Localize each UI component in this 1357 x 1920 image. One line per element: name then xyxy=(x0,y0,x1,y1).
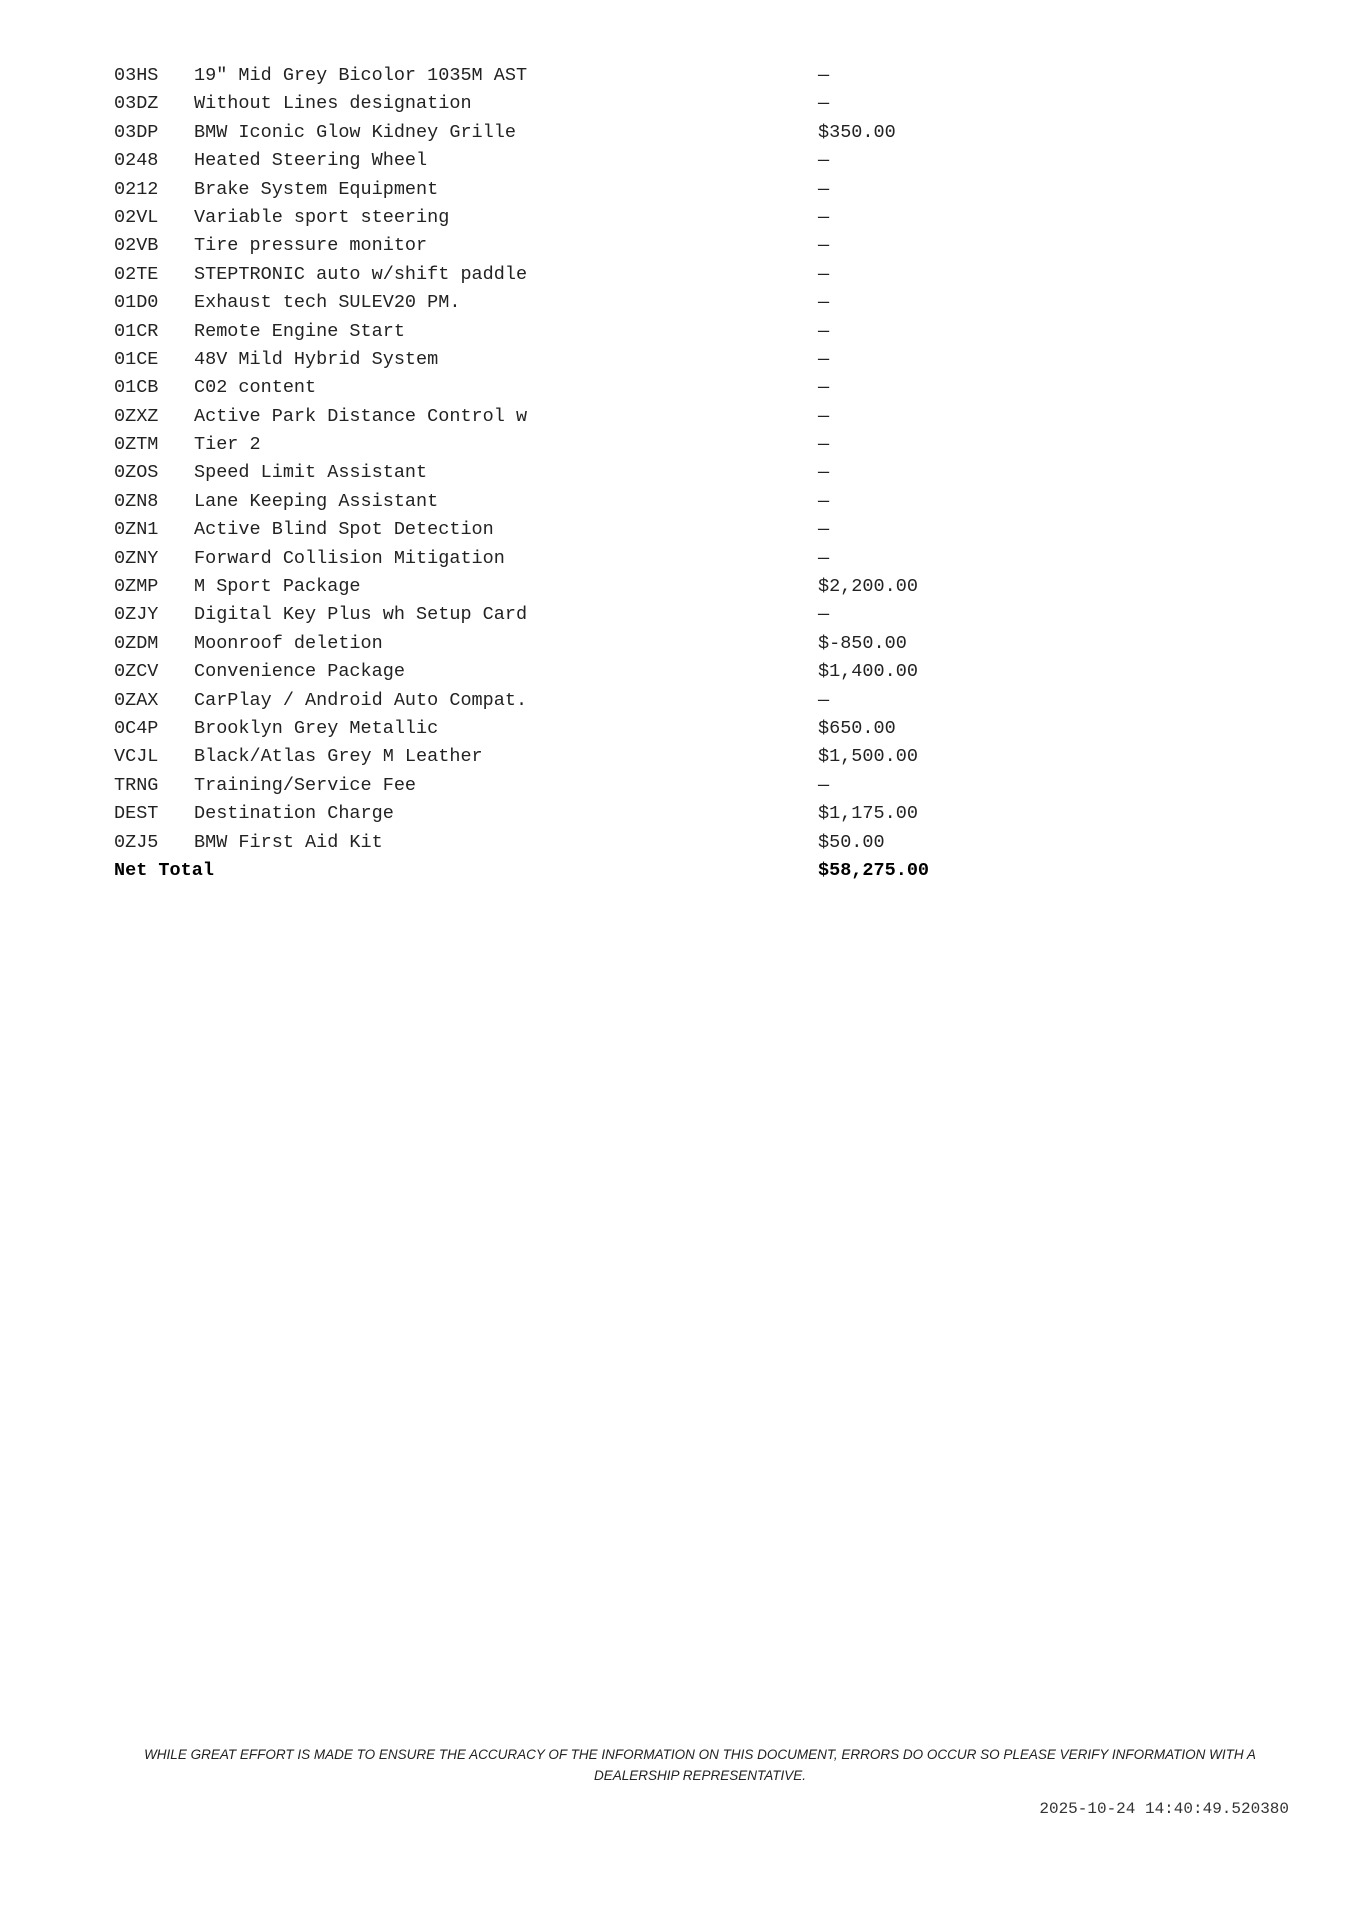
option-row xyxy=(114,630,1014,658)
option-description: Heated Steering Wheel xyxy=(194,150,428,172)
option-description: C02 content xyxy=(194,377,317,399)
option-code: VCJL xyxy=(114,746,159,768)
option-description: Black/Atlas Grey M Leather xyxy=(194,746,483,768)
option-description: Digital Key Plus wh Setup Card xyxy=(194,604,528,626)
option-price: $650.00 xyxy=(818,717,896,739)
option-description: Speed Limit Assistant xyxy=(194,462,428,484)
option-price: — xyxy=(818,377,830,399)
option-row xyxy=(114,232,1014,260)
option-row xyxy=(114,715,1014,743)
option-code: 02VB xyxy=(114,235,159,257)
option-code: 0C4P xyxy=(114,717,159,739)
option-row xyxy=(114,573,1014,601)
print-timestamp: 2025-10-24 14:40:49.520380 xyxy=(1039,1800,1289,1818)
option-price: — xyxy=(818,320,830,342)
option-code: 0ZNY xyxy=(114,547,159,569)
option-description: BMW Iconic Glow Kidney Grille xyxy=(194,121,516,143)
option-price: — xyxy=(818,547,830,569)
option-description: Brake System Equipment xyxy=(194,178,439,200)
option-code: 0ZCV xyxy=(114,661,159,683)
option-description: 48V Mild Hybrid System xyxy=(194,348,439,370)
option-row xyxy=(114,261,1014,289)
option-price: — xyxy=(818,235,830,257)
option-price: $-850.00 xyxy=(818,632,907,654)
net-total-price: $58,275.00 xyxy=(818,859,930,881)
option-description: Exhaust tech SULEV20 PM. xyxy=(194,292,461,314)
option-description: Variable sport steering xyxy=(194,206,450,228)
option-row xyxy=(114,829,1014,857)
option-price: — xyxy=(818,434,830,456)
option-code: DEST xyxy=(114,803,159,825)
option-price: $1,500.00 xyxy=(818,746,918,768)
option-price: — xyxy=(818,206,830,228)
option-description: Tier 2 xyxy=(194,434,261,456)
option-price: — xyxy=(818,263,830,285)
net-total-row xyxy=(114,857,1014,885)
option-price: $2,200.00 xyxy=(818,576,918,598)
option-code: 0ZTM xyxy=(114,434,159,456)
option-description: Without Lines designation xyxy=(194,93,472,115)
option-price: — xyxy=(818,348,830,370)
option-price: $1,400.00 xyxy=(818,661,918,683)
option-price: — xyxy=(818,604,830,626)
option-price: — xyxy=(818,178,830,200)
option-price: $50.00 xyxy=(818,831,885,853)
option-description: Destination Charge xyxy=(194,803,394,825)
option-row xyxy=(114,658,1014,686)
option-row xyxy=(114,488,1014,516)
option-price: — xyxy=(818,490,830,512)
option-code: 0ZXZ xyxy=(114,405,159,427)
option-code: 03HS xyxy=(114,65,159,86)
option-code: 01D0 xyxy=(114,292,159,314)
option-price: — xyxy=(818,93,830,115)
option-description: 19" Mid Grey Bicolor 1035M AST xyxy=(194,65,528,86)
option-row xyxy=(114,374,1014,402)
option-price: — xyxy=(818,519,830,541)
option-description: Tire pressure monitor xyxy=(194,235,428,257)
option-description: M Sport Package xyxy=(194,576,361,598)
option-row xyxy=(114,346,1014,374)
option-row xyxy=(114,800,1014,828)
option-row xyxy=(114,601,1014,629)
option-description: Convenience Package xyxy=(194,661,405,683)
option-price: $1,175.00 xyxy=(818,803,918,825)
option-code: 0ZMP xyxy=(114,576,159,598)
option-price: — xyxy=(818,405,830,427)
option-row xyxy=(114,743,1014,771)
option-price: — xyxy=(818,689,830,711)
option-row xyxy=(114,687,1014,715)
option-price: — xyxy=(818,292,830,314)
option-description: STEPTRONIC auto w/shift paddle xyxy=(194,263,528,285)
net-total-label: Net Total xyxy=(114,859,214,881)
option-description: Remote Engine Start xyxy=(194,320,405,342)
option-code: 01CB xyxy=(114,377,159,399)
option-row xyxy=(114,204,1014,232)
option-price: — xyxy=(818,150,830,172)
option-row xyxy=(114,403,1014,431)
option-code: 03DP xyxy=(114,121,159,143)
option-price: — xyxy=(818,65,830,86)
option-description: Lane Keeping Assistant xyxy=(194,490,439,512)
option-description: Training/Service Fee xyxy=(194,774,417,796)
option-description: Forward Collision Mitigation xyxy=(194,547,505,569)
option-code: 01CE xyxy=(114,348,159,370)
option-code: 03DZ xyxy=(114,93,159,115)
option-row xyxy=(114,62,1014,90)
option-description: Moonroof deletion xyxy=(194,632,383,654)
option-description: CarPlay / Android Auto Compat. xyxy=(194,689,528,711)
option-code: 0ZN1 xyxy=(114,519,159,541)
options-list xyxy=(114,62,1014,885)
option-code: 0ZN8 xyxy=(114,490,159,512)
option-row xyxy=(114,459,1014,487)
option-row xyxy=(114,431,1014,459)
option-description: Active Blind Spot Detection xyxy=(194,519,494,541)
option-row xyxy=(114,147,1014,175)
option-row xyxy=(114,119,1014,147)
option-row xyxy=(114,516,1014,544)
option-code: TRNG xyxy=(114,774,159,796)
disclaimer-text: WHILE GREAT EFFORT IS MADE TO ENSURE THE ACCURACY OF THE INFORMATION ON THIS DOCUMENT, ERRORS DO OCCUR SO PLEASE VERIFY INFORMATION WITH A DEALERSHIP REPRESENTATIVE. xyxy=(144,1747,1256,1783)
option-code: 02TE xyxy=(114,263,159,285)
option-price: $350.00 xyxy=(818,121,896,143)
option-code: 0ZJ5 xyxy=(114,831,159,853)
option-code: 0ZAX xyxy=(114,689,159,711)
option-description: BMW First Aid Kit xyxy=(194,831,383,853)
option-description: Active Park Distance Control w xyxy=(194,405,528,427)
option-row xyxy=(114,90,1014,118)
option-price: — xyxy=(818,462,830,484)
option-code: 0212 xyxy=(114,178,159,200)
option-row xyxy=(114,772,1014,800)
option-price: — xyxy=(818,774,830,796)
option-code: 0ZJY xyxy=(114,604,159,626)
option-code: 0ZOS xyxy=(114,462,159,484)
option-row xyxy=(114,318,1014,346)
option-code: 01CR xyxy=(114,320,159,342)
option-row xyxy=(114,545,1014,573)
option-row xyxy=(114,176,1014,204)
option-code: 02VL xyxy=(114,206,159,228)
option-row xyxy=(114,289,1014,317)
option-code: 0ZDM xyxy=(114,632,159,654)
option-code: 0248 xyxy=(114,150,159,172)
option-description: Brooklyn Grey Metallic xyxy=(194,717,439,739)
